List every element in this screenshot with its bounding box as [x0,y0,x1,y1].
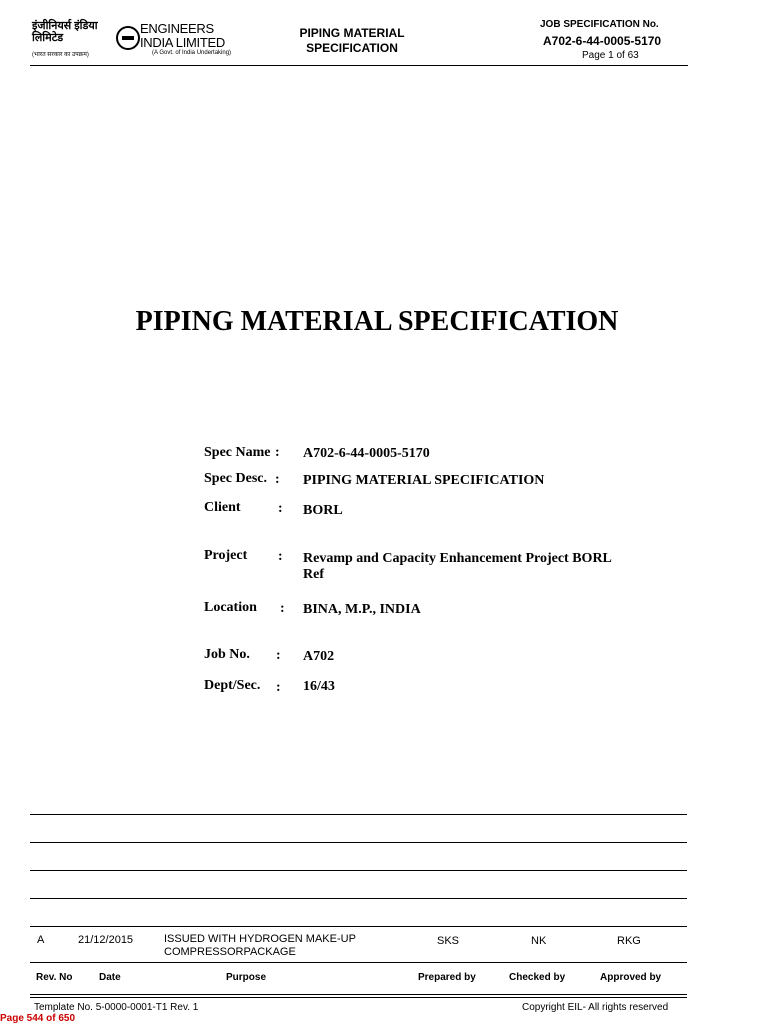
prepared-by-header: Prepared by [418,972,476,983]
logo-tagline-hindi: (भारत सरकार का उपक्रम) [32,52,89,58]
purpose-header: Purpose [226,972,267,983]
rev-purpose-cell: ISSUED WITH HYDROGEN MAKE-UP COMPRESSORPACKAGE [164,933,356,958]
revision-line [30,842,687,843]
spec-desc-label: Spec Desc. [204,471,267,486]
date-header: Date [99,972,121,983]
job-spec-label: JOB SPECIFICATION No. [540,19,659,30]
dept-sec-colon: : [276,680,281,695]
job-no-value: A702 [303,649,335,664]
revision-line [30,898,687,899]
client-value: BORL [303,503,343,518]
revision-line [30,814,687,815]
logo-english-text: ENGINEERS INDIA LIMITED [140,21,225,50]
spec-name-value: A702-6-44-0005-5170 [303,446,430,461]
company-logo [32,20,242,62]
logo-hindi-text: इंजीनियर्स इंडिया लिमिटेड [32,20,98,44]
location-colon: : [280,601,285,616]
approved-by-header: Approved by [600,972,662,983]
logo-emblem-icon [116,26,140,50]
job-no-colon: : [276,648,281,663]
header-divider [30,65,688,66]
project-colon: : [278,549,283,564]
rev-prepared-cell: SKS [437,935,460,947]
header-doc-title: PIPING MATERIAL SPECIFICATION [299,26,405,55]
copyright-text: Copyright EIL- All rights reserved [522,1002,669,1013]
revision-line [30,870,687,871]
rev-date-cell: 21/12/2015 [78,934,134,946]
client-colon: : [278,501,283,516]
spec-desc-value: PIPING MATERIAL SPECIFICATION [303,473,545,488]
revision-line [30,997,687,998]
template-number: Template No. 5-0000-0001-T1 Rev. 1 [34,1002,199,1013]
job-no-label: Job No. [204,647,250,662]
location-value: BINA, M.P., INDIA [303,602,421,617]
rev-checked-cell: NK [531,935,547,947]
client-label: Client [204,500,241,515]
job-spec-number: A702-6-44-0005-5170 [543,34,662,48]
spec-desc-colon: : [275,472,280,487]
page-number: Page 1 of 63 [582,50,639,61]
project-value: Revamp and Capacity Enhancement Project BORL Ref [303,551,612,582]
revision-line [30,994,687,995]
rev-approved-cell: RKG [617,935,641,947]
checked-by-header: Checked by [509,972,566,983]
spec-name-label: Spec Name [204,445,271,460]
revision-line [30,962,687,963]
revision-line [30,926,687,927]
logo-tagline: (A Govt. of India Undertaking) [152,50,232,56]
dept-sec-value: 16/43 [303,679,335,694]
project-label: Project [204,548,248,563]
rev-no-header: Rev. No [36,972,73,983]
page-stamp: Page 544 of 650 [0,1013,76,1024]
rev-no-cell: A [37,934,45,946]
dept-sec-label: Dept/Sec. [204,678,261,693]
spec-name-colon: : [275,445,280,460]
location-label: Location [204,600,257,615]
page-title: PIPING MATERIAL SPECIFICATION [135,306,619,337]
